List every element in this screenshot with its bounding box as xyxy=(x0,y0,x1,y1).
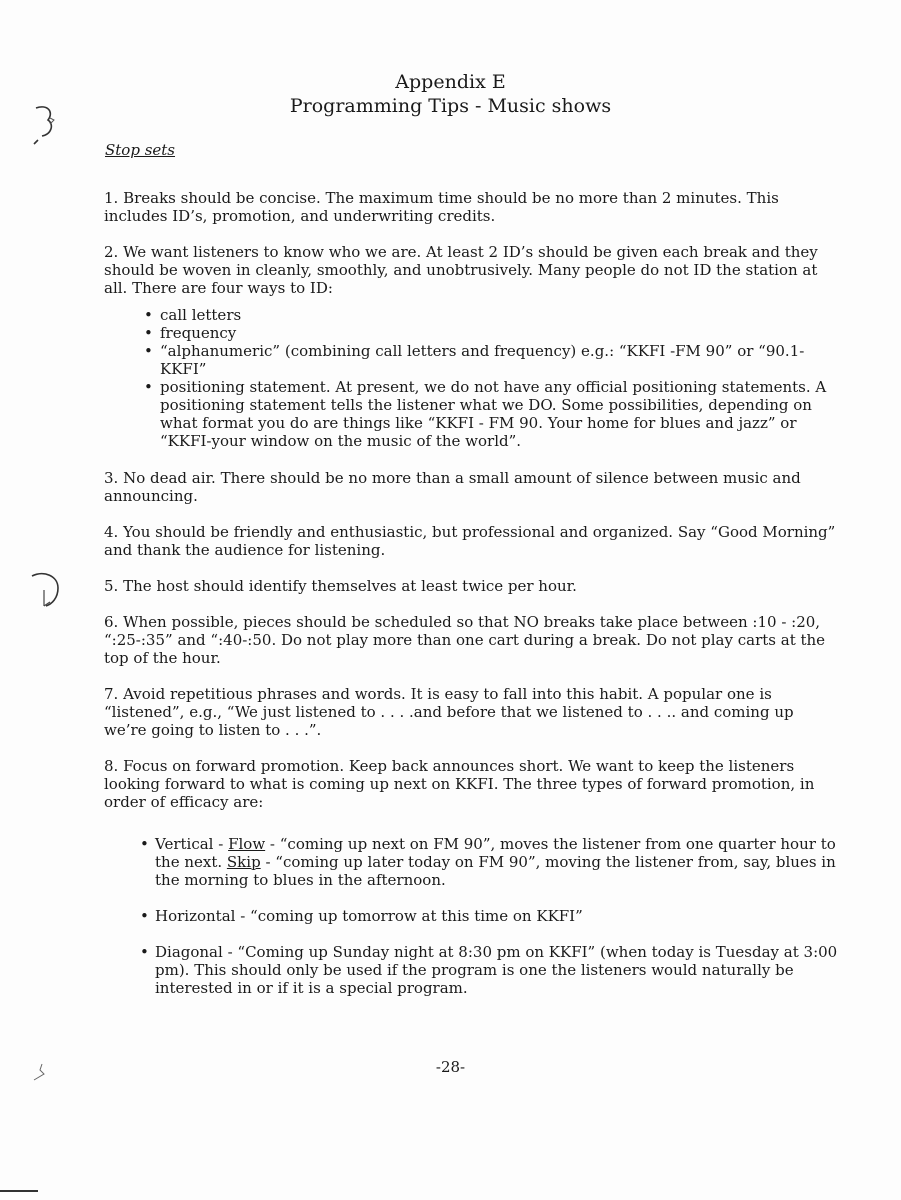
item-6: 6. When possible, pieces should be scheduled so that NO breaks take place between :10 - :20, “:25-:35” and “:40-:50. Do not play more than one cart during a break. Do not play carts at the top of the hour. xyxy=(104,613,826,667)
margin-mark-icon xyxy=(24,1060,48,1084)
margin-bracket-icon xyxy=(28,568,64,614)
item-7: 7. Avoid repetitious phrases and words. It is easy to fall into this habit. A popular one is “listened”, e.g., “We just listened to . . . .and before that we listened to . . .. and coming up we’re going to listen to . . .”. xyxy=(104,685,794,739)
id-ways-list xyxy=(104,306,839,450)
promo-horizontal: • Horizontal - “coming up tomorrow at this time on KKFI” xyxy=(140,907,839,925)
item-1: 1. Breaks should be concise. The maximum time should be no more than 2 minutes. This includes ID’s, promotion, and underwriting credits. xyxy=(104,189,779,225)
page-number: -28- xyxy=(435,1058,466,1076)
appendix-title: Appendix E xyxy=(395,71,506,93)
list-item: • positioning statement. At present, we do not have any official positioning statements. A positioning statement tells the listener what we DO. Some possibilities, depending on what format you do are things like “KKFI - FM 90. Your home for blues and jazz” or “KKFI-your window on the music of the world”. xyxy=(144,378,839,450)
item-3: 3. No dead air. There should be no more than a small amount of silence between music and announcing. xyxy=(104,469,801,505)
edge-mark xyxy=(0,1190,38,1192)
list-item: • call letters xyxy=(144,306,839,324)
item-5: 5. The host should identify themselves at least twice per hour. xyxy=(104,577,577,595)
promo-skip-term: Skip xyxy=(226,853,261,871)
promo-flow-term: Flow xyxy=(228,835,266,853)
document-body xyxy=(104,189,839,1015)
promo-vertical xyxy=(140,835,839,889)
item-4: 4. You should be friendly and enthusiastic, but professional and organized. Say “Good Morning” and thank the audience for listening. xyxy=(104,523,836,559)
promo-vertical-end: - “coming up later today on FM 90”, moving the listener from, say, blues in the morning to blues in the afternoon. xyxy=(155,853,836,889)
item-2: 2. We want listeners to know who we are. At least 2 ID’s should be given each break and they should be woven in cleanly, smoothly, and unobtrusively. Many people do not ID the station at all. There are four ways to ID: xyxy=(104,243,818,297)
promo-vertical-prefix: Vertical - xyxy=(155,835,229,853)
margin-scribble-icon xyxy=(30,100,60,150)
list-item: • frequency xyxy=(144,324,839,342)
list-item: • “alphanumeric” (combining call letters and frequency) e.g.: “KKFI -FM 90” or “90.1-KKFI” xyxy=(144,342,839,378)
appendix-subtitle: Programming Tips - Music shows xyxy=(289,95,612,117)
forward-promotion-list xyxy=(104,835,839,997)
promo-vertical-mid: - “coming up next on FM 90”, moves the listener from one quarter hour to the next. xyxy=(155,835,836,871)
item-8: 8. Focus on forward promotion. Keep back announces short. We want to keep the listeners looking forward to what is coming up next on KKFI. The three types of forward promotion, in order of efficacy are: xyxy=(104,757,815,811)
section-heading: Stop sets xyxy=(105,141,176,159)
promo-diagonal: • Diagonal - “Coming up Sunday night at 8:30 pm on KKFI” (when today is Tuesday at 3:00 pm). This should only be used if the program is one the listeners would naturally be interested in or if it is a special program. xyxy=(140,943,839,997)
